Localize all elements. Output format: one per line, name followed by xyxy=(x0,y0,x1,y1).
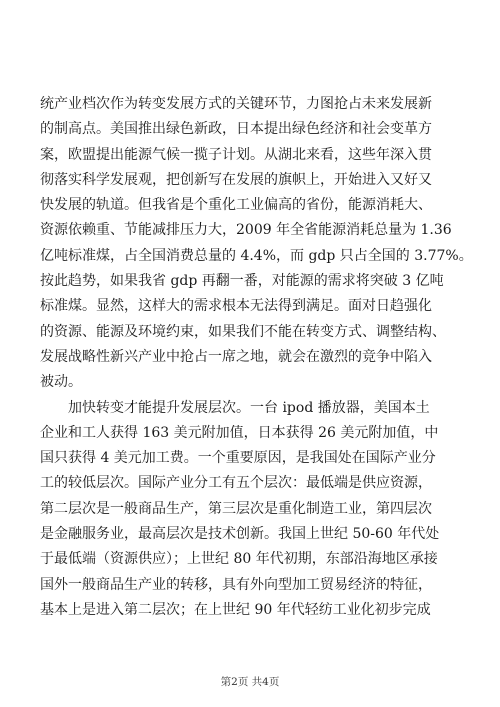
text-line: 第二层次是一般商品生产，第三层次是重化制造工业，第四层次 xyxy=(40,500,432,517)
text-line: 于最低端（资源供应）；上世纪 80 年代初期，东部沿海地区承接 xyxy=(40,551,438,568)
text-line: 统产业档次作为转变发展方式的关键环节，力图抢占未来发展新 xyxy=(40,96,432,112)
text-line: 工的较低层次。国际产业分工有五个层次：最低端是供应资源， xyxy=(40,475,432,492)
text-line: 加快转变才能提升发展层次。一台 ipod 播放器，美国本土 xyxy=(68,399,430,416)
text-line: 基本上是进入第二层次；在上世纪 90 年代轻纺工业化初步完成 xyxy=(40,601,431,618)
document-body xyxy=(40,92,478,623)
paragraph-2 xyxy=(40,396,478,624)
text-line: 彻落实科学发展观，把创新写在发展的旗帜上，开始进入又好又 xyxy=(40,171,432,188)
text-line: 是金融服务业，最高层次是技术创新。我国上世纪 50-60 年代处 xyxy=(40,526,440,543)
text-line: 国只获得 4 美元加工费。一个重要原因，是我国处在国际产业分 xyxy=(40,450,436,467)
text-line: 亿吨标准煤，占全国消费总量的 4.4%，而 gdp 只占全国的 3.77%。 xyxy=(40,247,473,264)
text-line: 的资源、能源及环境约束，如果我们不能在转变方式、调整结构、 xyxy=(40,323,446,340)
page-number-footer: 第2页 共4页 xyxy=(220,676,280,688)
text-line: 被动。 xyxy=(40,374,82,391)
text-line: 的制高点。美国推出绿色新政，日本提出绿色经济和社会变革方 xyxy=(40,121,432,138)
text-line: 企业和工人获得 163 美元附加值，日本获得 26 美元附加值，中 xyxy=(40,424,439,441)
text-line: 按此趋势，如果我省 gdp 再翻一番，对能源的需求将突破 3 亿吨 xyxy=(40,273,444,290)
text-line: 国外一般商品生产业的转移，具有外向型加工贸易经济的特征， xyxy=(40,576,432,593)
text-line: 标准煤。显然，这样大的需求根本无法得到满足。面对日趋强化 xyxy=(40,298,432,315)
text-line: 资源依赖重、节能减排压力大，2009 年全省能源消耗总量为 1.36 xyxy=(40,222,452,239)
text-line: 快发展的轨道。但我省是个重化工业偏高的省份，能源消耗大、 xyxy=(40,197,432,214)
text-line: 发展战略性新兴产业中抢占一席之地，就会在激烈的竞争中陷入 xyxy=(40,348,432,365)
paragraph-1 xyxy=(40,92,478,396)
text-line: 案，欧盟提出能源气候一揽子计划。从湖北来看，这些年深入贯 xyxy=(40,146,432,163)
